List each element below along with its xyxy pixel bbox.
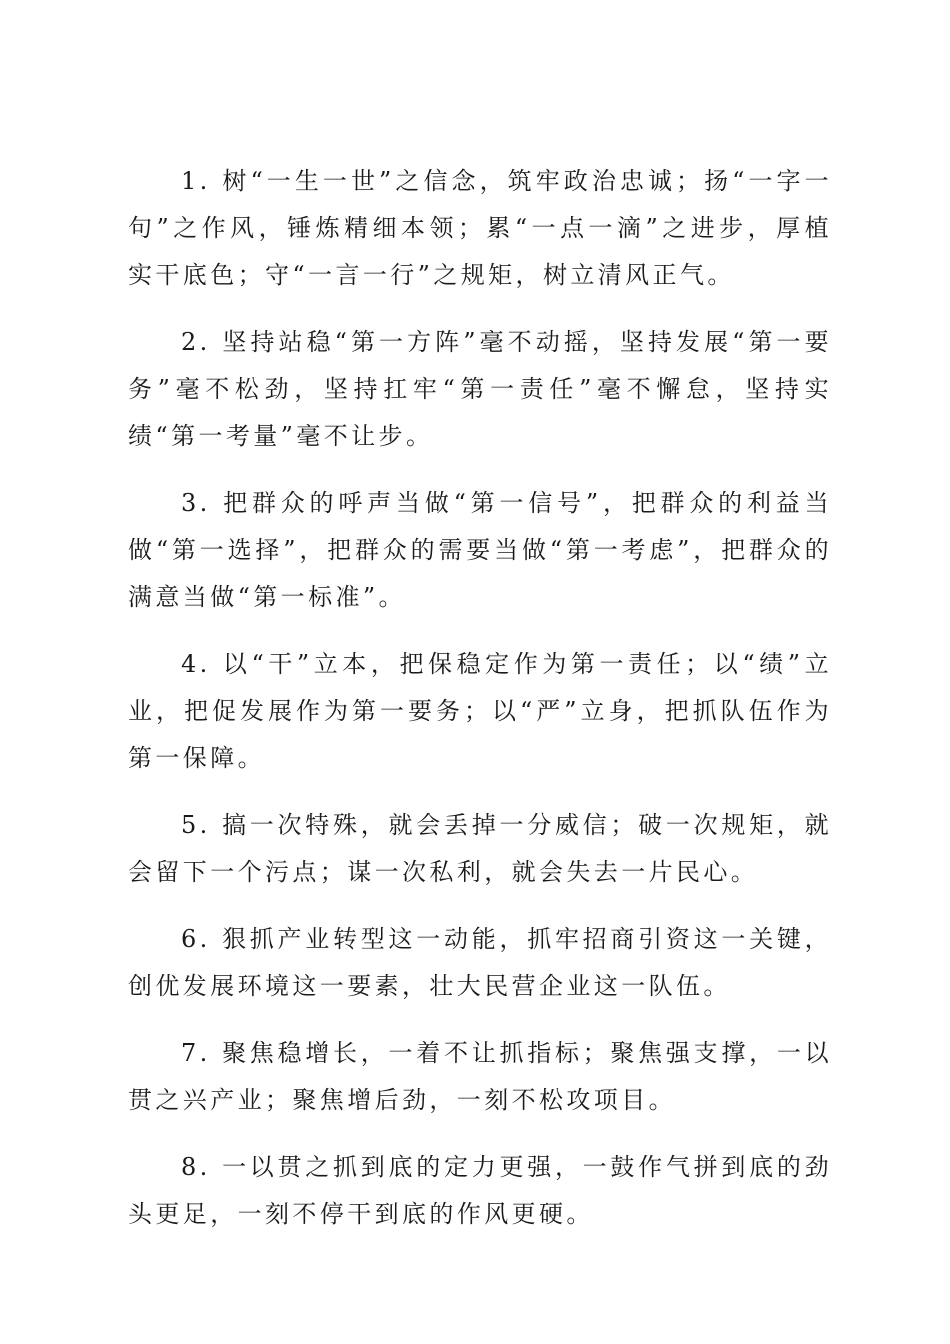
paragraph-4: 4. 以“干”立本，把保稳定作为第一责任；以“绩”立业，把促发展作为第一要务；以“严”立身，把抓队伍作为第一保障。 <box>128 650 832 772</box>
paragraph-3: 3. 把群众的呼声当做“第一信号”，把群众的利益当做“第一选择”，把群众的需要当做“第一考虑”，把群众的满意当做“第一标准”。 <box>128 489 832 611</box>
paragraph-6: 6. 狠抓产业转型这一动能，抓牢招商引资这一关键，创优发展环境这一要素，壮大民营企业这一队伍。 <box>128 925 832 1000</box>
paragraph-5: 5. 搞一次特殊，就会丢掉一分威信；破一次规矩，就会留下一个污点；谋一次私利，就会失去一片民心。 <box>128 811 832 886</box>
document-body <box>128 158 832 1258</box>
paragraph-8: 8. 一以贯之抓到底的定力更强，一鼓作气拼到底的劲头更足，一刻不停干到底的作风更硬。 <box>128 1153 832 1228</box>
paragraph-2: 2. 坚持站稳“第一方阵”毫不动摇，坚持发展“第一要务”毫不松劲，坚持扛牢“第一责任”毫不懈怠，坚持实绩“第一考量”毫不让步。 <box>128 328 832 450</box>
paragraph-1: 1. 树“一生一世”之信念，筑牢政治忠诚；扬“一字一句”之作风，锤炼精细本领；累“一点一滴”之进步，厚植实干底色；守“一言一行”之规矩，树立清风正气。 <box>128 167 832 289</box>
paragraph-7: 7. 聚焦稳增长，一着不让抓指标；聚焦强支撑，一以贯之兴产业；聚焦增后劲，一刻不松攻项目。 <box>128 1039 832 1114</box>
